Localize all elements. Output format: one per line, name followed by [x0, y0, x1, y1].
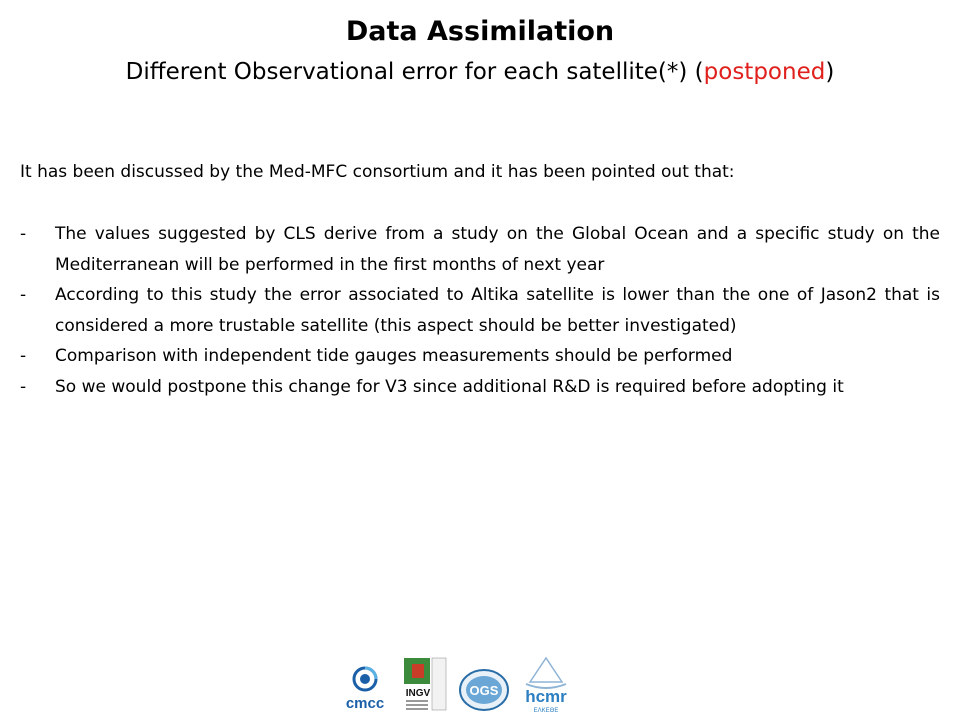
bullet-item [20, 219, 940, 280]
hcmr-logo-text: hcmr [525, 687, 567, 706]
subtitle-close: ) [825, 59, 835, 85]
subtitle-postponed: postponed [703, 59, 826, 85]
bullet-text: Comparison with independent tide gauges measurements should be performed [55, 346, 733, 366]
intro-text: It has been discussed by the Med-MFC consortium and it has been pointed out that: [20, 162, 735, 182]
cmcc-logo [340, 666, 390, 712]
bullet-item [20, 280, 940, 341]
bullet-dash: - [20, 285, 27, 305]
slide-title: Data Assimilation [345, 16, 615, 47]
bullet-item [20, 341, 940, 372]
subtitle-text: Different Observational error for each satellite(*) ( [125, 59, 704, 85]
cmcc-logo-text: cmcc [345, 695, 385, 712]
hcmr-logo [516, 654, 576, 714]
bullet-text: So we would postpone this change for V3 since additional R&D is required before adopting it [55, 376, 844, 397]
ogs-logo-text: OGS [469, 683, 499, 698]
slide-subtitle [0, 56, 960, 88]
ingv-logo-text: INGV [405, 688, 431, 699]
bullet-dash: - [20, 376, 27, 397]
bullet-dash: - [20, 224, 27, 244]
partner-logos [340, 652, 580, 714]
bullet-text: According to this study the error associated to Altika satellite is lower than the one of Jason2 that is considered a more trustable satellite (this aspect should be better investigated) [55, 285, 940, 336]
bullet-dash: - [20, 346, 27, 366]
bullet-list [20, 219, 940, 402]
bullet-item [20, 372, 940, 403]
bullet-text: The values suggested by CLS derive from a study on the Global Ocean and a specific study on the Mediterranean will be performed in the first months of next year [55, 224, 940, 275]
ingv-logo [402, 656, 452, 714]
ogs-logo [458, 668, 510, 712]
hcmr-logo-subtext: ΕΛΚΕΘΕ [533, 708, 559, 714]
